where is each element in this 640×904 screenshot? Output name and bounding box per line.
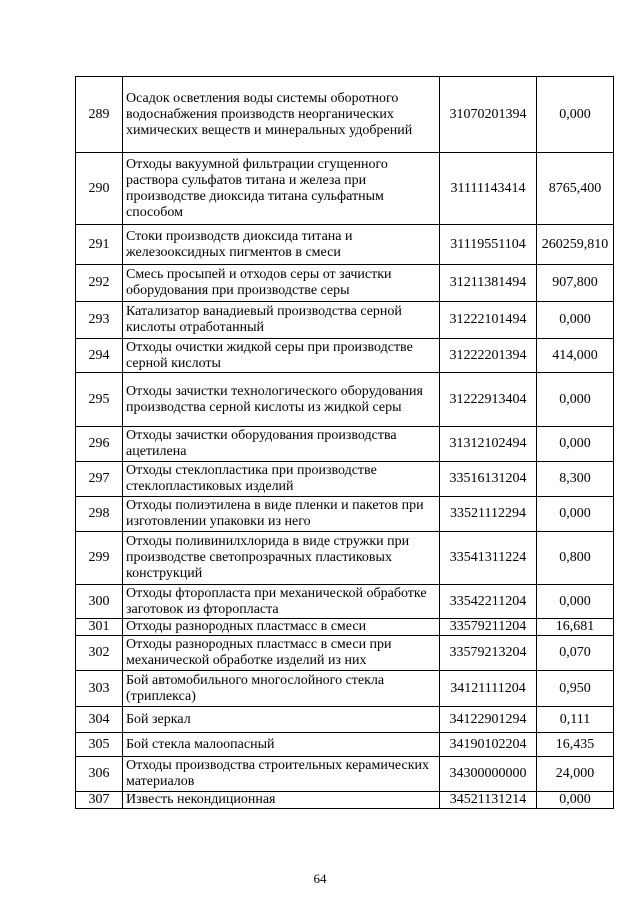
table-row <box>76 265 614 302</box>
waste-amount: 0,000 <box>537 585 614 619</box>
waste-name: Отходы полиэтилена в виде пленки и пакетов при изготовлении упаковки из него <box>123 497 440 532</box>
waste-code: 31119551104 <box>440 225 537 265</box>
waste-amount: 8,300 <box>537 462 614 497</box>
row-number: 291 <box>76 225 123 265</box>
waste-code: 34122901294 <box>440 707 537 733</box>
row-number: 306 <box>76 757 123 792</box>
waste-name: Отходы стеклопластика при производстве стеклопластиковых изделий <box>123 462 440 497</box>
waste-amount: 0,000 <box>537 792 614 809</box>
row-number: 290 <box>76 153 123 225</box>
waste-name: Катализатор ванадиевый производства серной кислоты отработанный <box>123 302 440 339</box>
waste-name: Отходы зачистки оборудования производства ацетилена <box>123 427 440 462</box>
waste-amount: 0,000 <box>537 427 614 462</box>
table-row <box>76 707 614 733</box>
row-number: 303 <box>76 671 123 707</box>
waste-name: Бой автомобильного многослойного стекла (триплекса) <box>123 671 440 707</box>
table-row <box>76 585 614 619</box>
waste-code: 33516131204 <box>440 462 537 497</box>
waste-name: Отходы фторопласта при механической обработке заготовок из фторопласта <box>123 585 440 619</box>
waste-amount: 0,000 <box>537 302 614 339</box>
waste-amount: 260259,810 <box>537 225 614 265</box>
waste-name: Отходы поливинилхлорида в виде стружки при производстве светопрозрачных пластиковых конструкций <box>123 532 440 585</box>
table-row <box>76 636 614 671</box>
waste-amount: 0,070 <box>537 636 614 671</box>
waste-name: Смесь просыпей и отходов серы от зачистки оборудования при производстве серы <box>123 265 440 302</box>
waste-code: 31070201394 <box>440 77 537 153</box>
waste-code: 31211381494 <box>440 265 537 302</box>
row-number: 299 <box>76 532 123 585</box>
row-number: 296 <box>76 427 123 462</box>
row-number: 300 <box>76 585 123 619</box>
table-row <box>76 497 614 532</box>
table-row <box>76 77 614 153</box>
waste-name: Осадок осветления воды системы оборотного водоснабжения производств неорганических химических веществ и минеральных удобрений <box>123 77 440 153</box>
waste-name: Отходы разнородных пластмасс в смеси <box>123 619 440 636</box>
waste-amount: 16,435 <box>537 733 614 757</box>
waste-code: 34521131214 <box>440 792 537 809</box>
waste-table-body <box>76 77 614 809</box>
waste-table <box>75 76 614 809</box>
waste-amount: 414,000 <box>537 339 614 373</box>
waste-code: 33542211204 <box>440 585 537 619</box>
row-number: 298 <box>76 497 123 532</box>
waste-amount: 0,800 <box>537 532 614 585</box>
waste-code: 31222913404 <box>440 373 537 427</box>
row-number: 295 <box>76 373 123 427</box>
waste-amount: 16,681 <box>537 619 614 636</box>
table-row <box>76 757 614 792</box>
table-row <box>76 462 614 497</box>
row-number: 304 <box>76 707 123 733</box>
table-row <box>76 671 614 707</box>
waste-name: Известь некондиционная <box>123 792 440 809</box>
waste-name: Бой стекла малоопасный <box>123 733 440 757</box>
table-row <box>76 792 614 809</box>
table-row <box>76 619 614 636</box>
table-row <box>76 532 614 585</box>
waste-name: Отходы очистки жидкой серы при производстве серной кислоты <box>123 339 440 373</box>
table-row <box>76 733 614 757</box>
waste-amount: 0,111 <box>537 707 614 733</box>
row-number: 294 <box>76 339 123 373</box>
table-row <box>76 302 614 339</box>
row-number: 289 <box>76 77 123 153</box>
row-number: 307 <box>76 792 123 809</box>
waste-amount: 0,000 <box>537 77 614 153</box>
waste-amount: 907,800 <box>537 265 614 302</box>
waste-code: 33521112294 <box>440 497 537 532</box>
row-number: 297 <box>76 462 123 497</box>
row-number: 293 <box>76 302 123 339</box>
waste-name: Стоки производств диоксида титана и железооксидных пигментов в смеси <box>123 225 440 265</box>
waste-code: 33579211204 <box>440 619 537 636</box>
table-row <box>76 225 614 265</box>
page-number: 64 <box>313 871 327 886</box>
table-row <box>76 427 614 462</box>
waste-amount: 8765,400 <box>537 153 614 225</box>
row-number: 302 <box>76 636 123 671</box>
waste-code: 33541311224 <box>440 532 537 585</box>
waste-code: 31111143414 <box>440 153 537 225</box>
row-number: 301 <box>76 619 123 636</box>
waste-name: Отходы вакуумной фильтрации сгущенного раствора сульфатов титана и железа при производстве диоксида титана сульфатным способом <box>123 153 440 225</box>
row-number: 292 <box>76 265 123 302</box>
table-row <box>76 339 614 373</box>
waste-code: 33579213204 <box>440 636 537 671</box>
waste-amount: 0,000 <box>537 373 614 427</box>
waste-amount: 24,000 <box>537 757 614 792</box>
waste-code: 31222201394 <box>440 339 537 373</box>
row-number: 305 <box>76 733 123 757</box>
waste-amount: 0,950 <box>537 671 614 707</box>
waste-name: Отходы производства строительных керамических материалов <box>123 757 440 792</box>
waste-name: Бой зеркал <box>123 707 440 733</box>
table-row <box>76 373 614 427</box>
waste-code: 34300000000 <box>440 757 537 792</box>
waste-code: 31312102494 <box>440 427 537 462</box>
waste-amount: 0,000 <box>537 497 614 532</box>
waste-code: 34121111204 <box>440 671 537 707</box>
table-row <box>76 153 614 225</box>
waste-name: Отходы разнородных пластмасс в смеси при механической обработке изделий из них <box>123 636 440 671</box>
waste-code: 34190102204 <box>440 733 537 757</box>
waste-name: Отходы зачистки технологического оборудования производства серной кислоты из жидкой серы <box>123 373 440 427</box>
waste-code: 31222101494 <box>440 302 537 339</box>
